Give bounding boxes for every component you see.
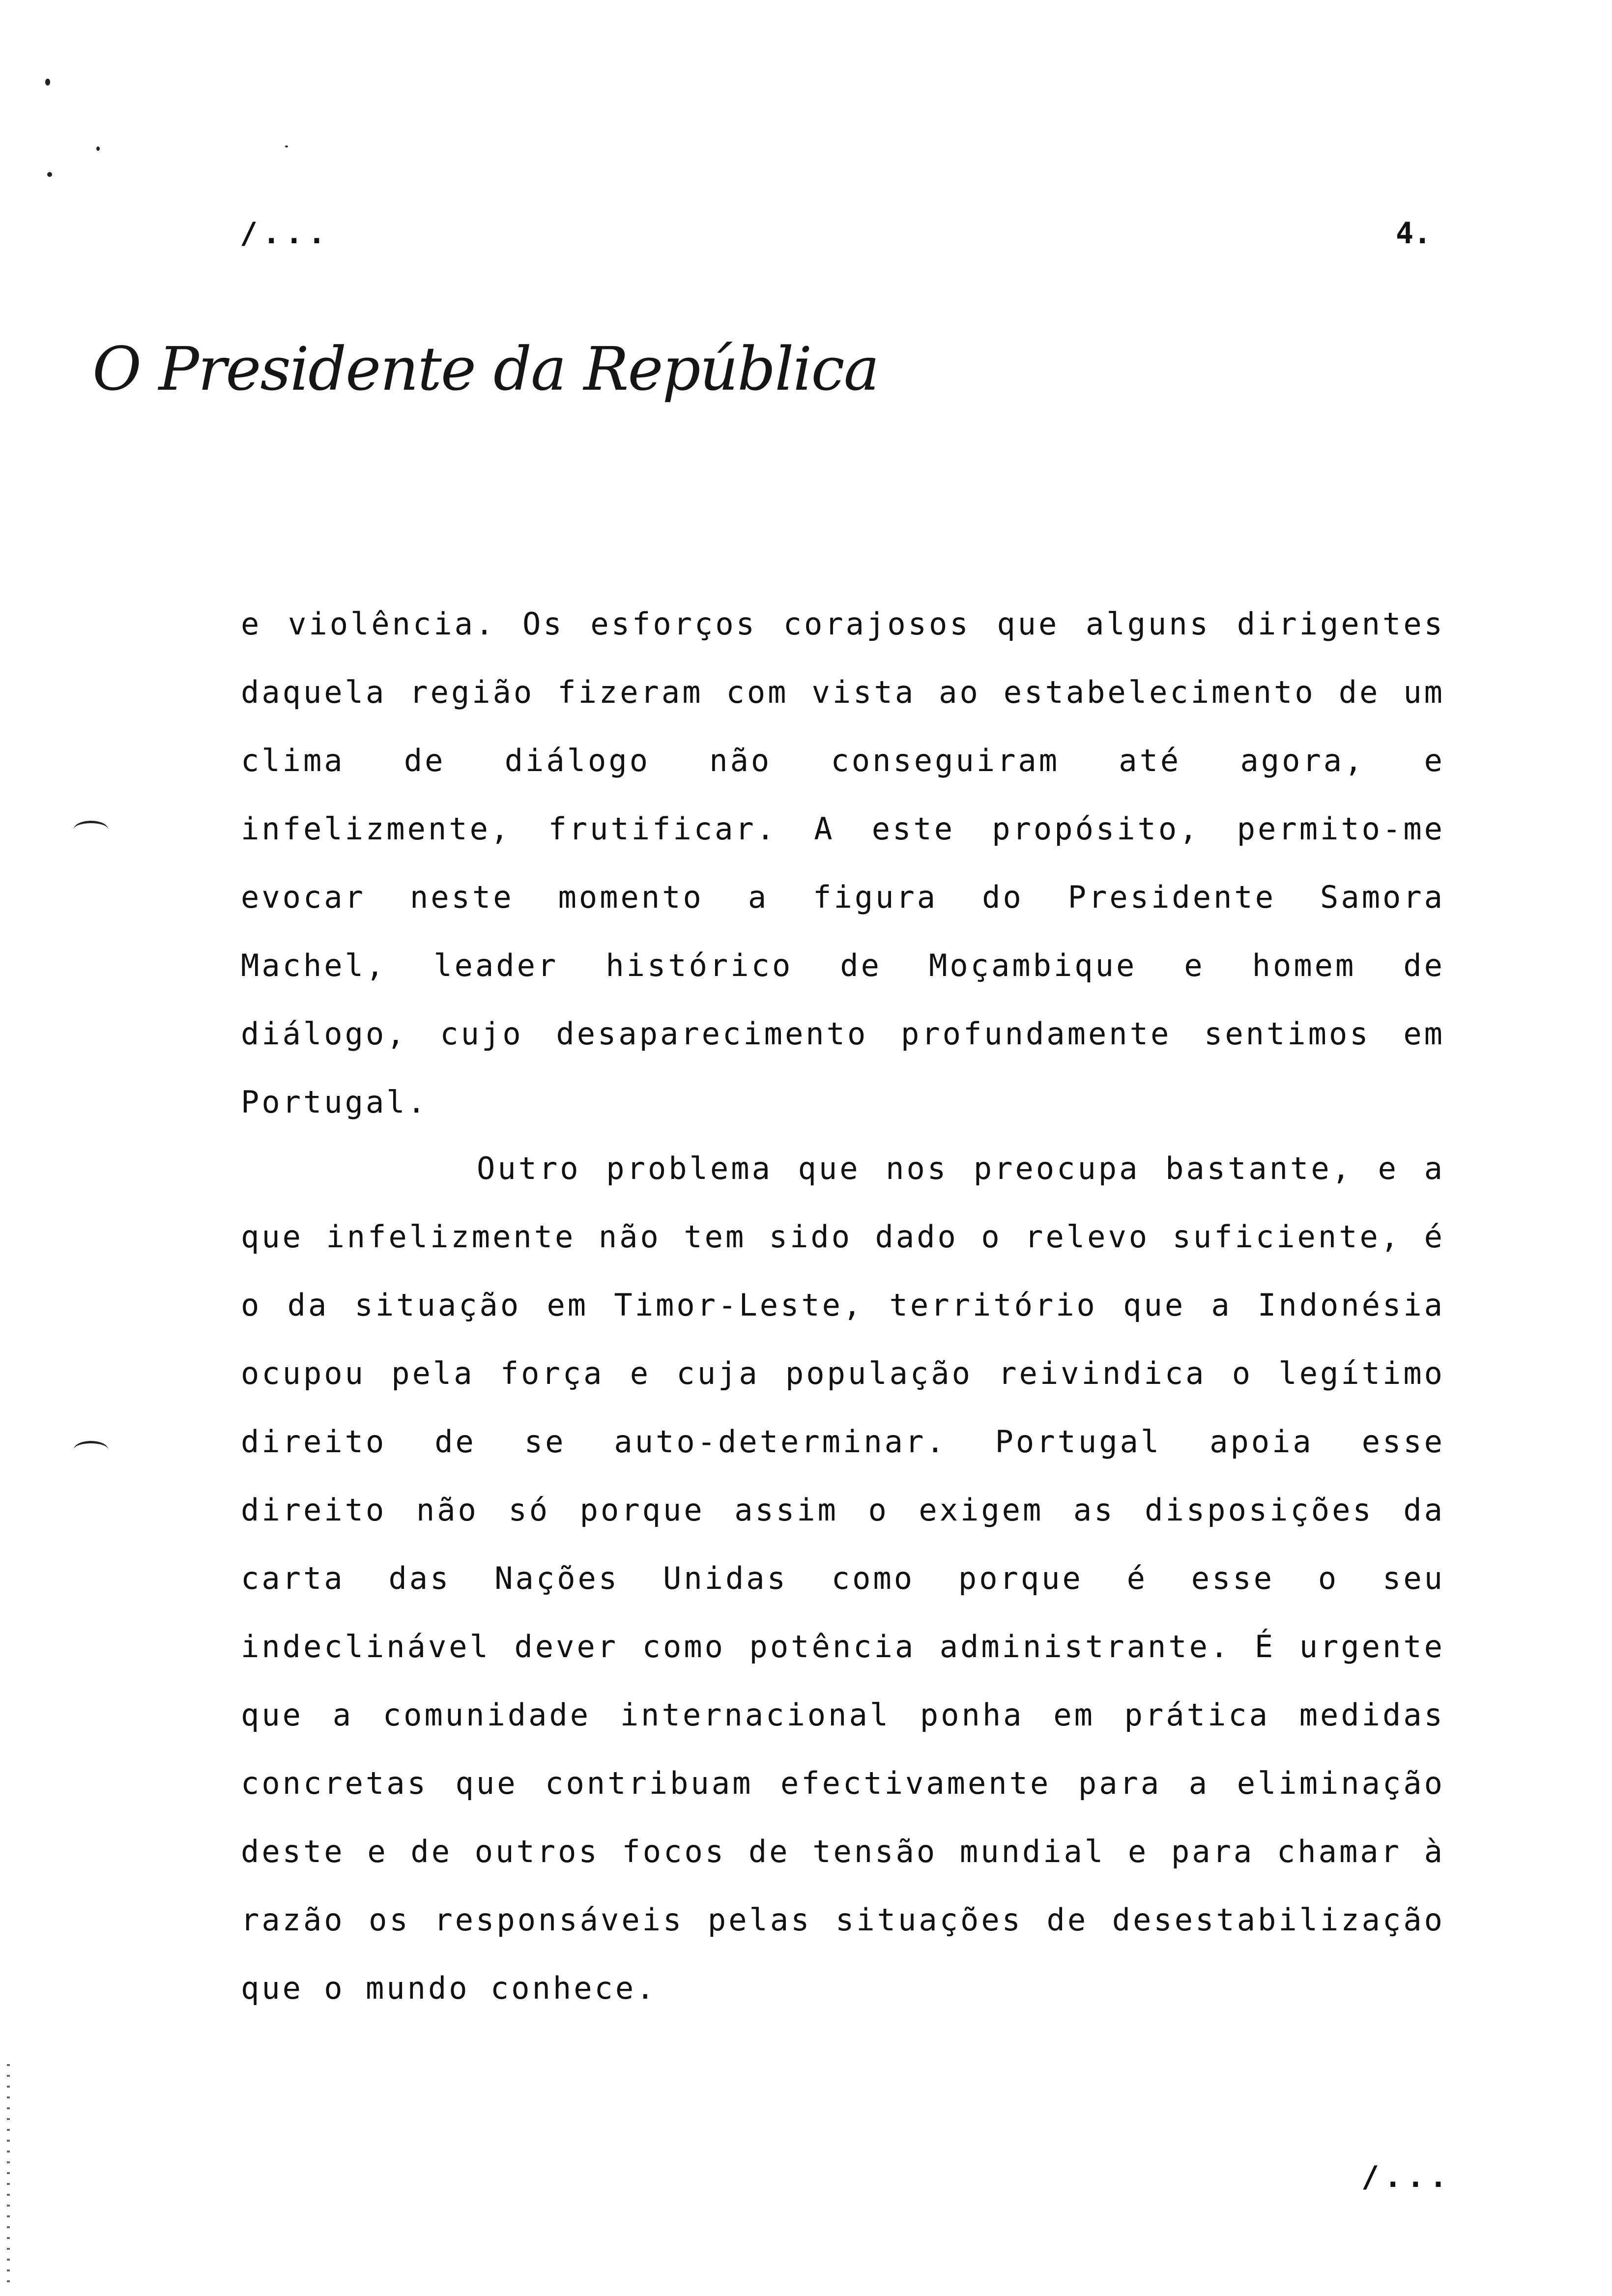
scan-speck	[285, 145, 288, 147]
paragraph-1: e violência. Os esforços corajosos que alguns dirigentes daquela região fizeram com vista ao estabelecimento de um clima de diálogo não conseguiram até agora, e infelizmente, frutificar. A este propósito, permito-me evocar neste momento a figura do Presidente Samora Machel, leader histórico de Moçambique e homem de diálogo, cujo desaparecimento profundamente sentimos em Portugal.	[241, 606, 1445, 1120]
scan-speck	[45, 79, 50, 86]
scan-edge-noise	[7, 2064, 10, 2290]
margin-pen-mark	[74, 821, 108, 838]
header-continuation-mark: /...	[240, 216, 331, 251]
letterhead-title: O Presidente da República	[92, 334, 879, 404]
footer-continuation-mark: /...	[1361, 2160, 1452, 2194]
scan-speck	[96, 146, 100, 151]
page-number: 4.	[1396, 216, 1432, 251]
paragraph-2: Outro problema que nos preocupa bastante, e a que infelizmente não tem sido dado o relevo suficiente, é o da situação em Timor-Leste, território que a Indonésia ocupou pela força e cuja população reivindica o legítimo direito de se auto-determinar. Portugal apoia esse direito não só porque assim o exigem as disposições da carta das Nações Unidas como porque é esse o seu indeclinável dever como potência administrante. É urgente que a comunidade internacional ponha em prática medidas concretas que contribuam efectivamente para a eliminação deste e de outros focos de tensão mundial e para chamar à razão os responsáveis pelas situações de desestabilização que o mundo conhece.	[241, 1150, 1445, 2006]
scan-speck	[47, 172, 52, 177]
margin-pen-mark	[74, 1441, 108, 1458]
